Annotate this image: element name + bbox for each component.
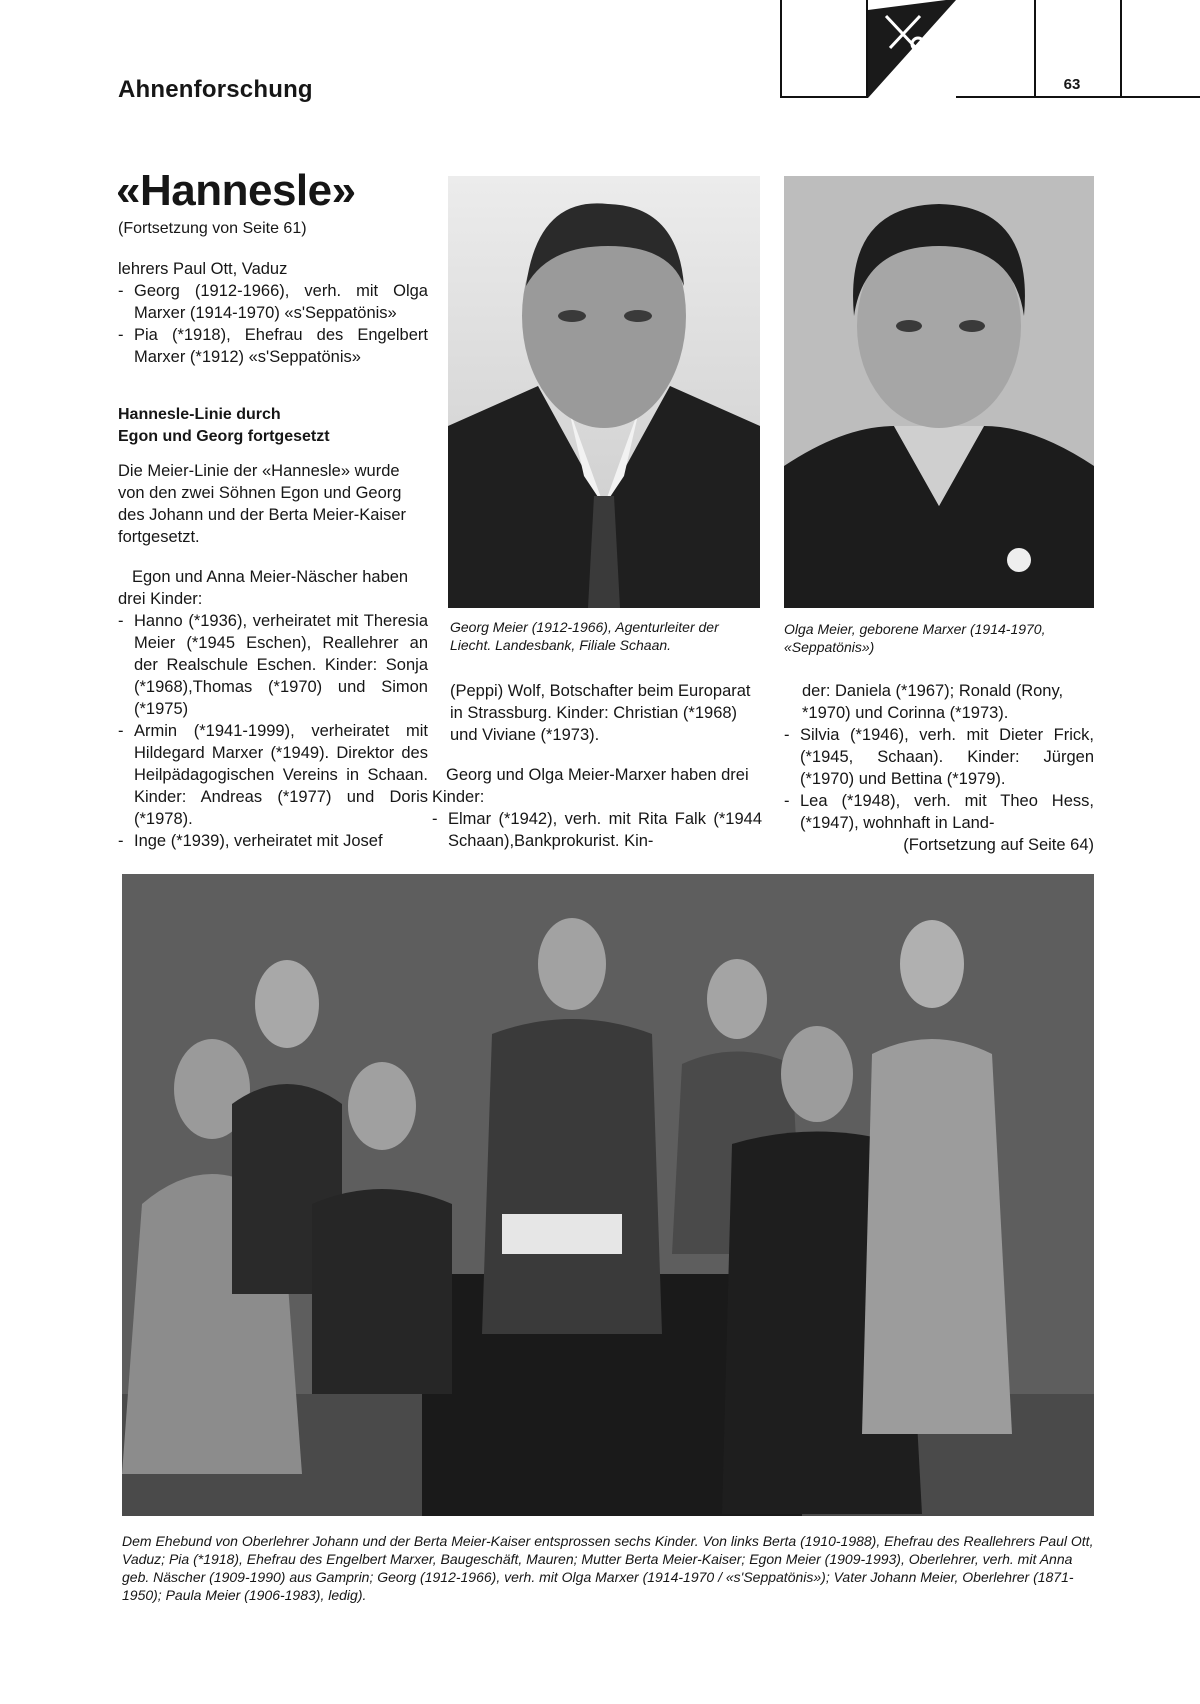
section-heading: Hannesle-Linie durch Egon und Georg fortgesetzt xyxy=(118,406,330,445)
paragraph: (Peppi) Wolf, Botschafter beim Europarat in Strassburg. Kinder: Christian (*1968) und Viviane (*1973). xyxy=(450,682,751,744)
header-band xyxy=(780,0,1200,98)
olga-portrait xyxy=(784,176,1094,608)
column-1-body xyxy=(118,460,428,852)
intro-block xyxy=(118,258,428,368)
crossed-tools-emblem-icon xyxy=(868,0,956,98)
list-item: - Elmar (*1942), verh. mit Rita Falk (*1944 Schaan),Bankprokurist. Kin- xyxy=(432,810,762,850)
article-title: «Hannesle» xyxy=(116,166,356,215)
page-number: 63 xyxy=(1063,76,1081,93)
list-item: - Georg (1912-1966), verh. mit Olga Marxer (1914-1970) «s'Seppatönis» xyxy=(118,282,428,322)
paragraph: Egon und Anna Meier-Näscher haben drei Kinder: xyxy=(118,568,409,608)
olga-caption: Olga Meier, geborene Marxer (1914-1970, «Seppatönis») xyxy=(784,621,1046,655)
list-item: - Lea (*1948), verh. mit Theo Hess,(*1947), wohnhaft in Land- xyxy=(784,792,1094,832)
list-item: - Pia (*1918), Ehefrau des Engelbert Marxer (*1912) «s'Seppatönis» xyxy=(118,326,428,366)
paragraph: Die Meier-Linie der «Hannesle» wurde von den zwei Söhnen Egon und Georg des Johann und der Berta Meier-Kaiser fortgesetzt. xyxy=(118,462,406,546)
column-2-body xyxy=(432,680,762,852)
list-item: - Silvia (*1946), verh. mit Dieter Frick, (*1945, Schaan). Kinder: Jürgen (*1970) und Bettina (*1979). xyxy=(784,726,1094,788)
section-label: Ahnenforschung xyxy=(118,76,313,103)
list-item: - Hanno (*1936), verheiratet mit Theresia Meier (*1945 Eschen), Reallehrer an der Realschule Eschen. Kinder: Sonja (*1968),Thomas (*1970) und Simon (*1975) xyxy=(118,612,428,718)
continued-to: (Fortsetzung auf Seite 64) xyxy=(903,836,1094,854)
list-item: - Armin (*1941-1999), verheiratet mit Hildegard Marxer (*1949). Direktor des Heilpädagogischen Vereins in Schaan. Kinder: Andreas (*1977) und Doris (*1978). xyxy=(118,722,428,828)
continued-from: (Fortsetzung von Seite 61) xyxy=(118,220,307,237)
list-item: - Inge (*1939), verheiratet mit Josef xyxy=(118,832,383,850)
paragraph: der: Daniela (*1967); Ronald (Rony, *1970) und Corinna (*1973). xyxy=(802,682,1064,722)
family-caption: Dem Ehebund von Oberlehrer Johann und der Berta Meier-Kaiser entsprossen sechs Kinder. Von links Berta (1910-1988), Ehefrau des Reallehrers Paul Ott, Vaduz; Pia (*1918), Ehefrau des Engelbert Marxer, Baugeschäft, Mauren; Mutter Berta Meier-Kaiser; Egon Meier (1909-1993), Oberlehrer, verh. mit Anna geb. Näscher (1909-1990) aus Gamprin; Georg (1912-1966), verh. mit Olga Marxer (1914-1970 / «s'Seppatönis»); Vater Johann Meier, Oberlehrer (1871-1950); Paula Meier (1906-1983), ledig). xyxy=(122,1533,1094,1603)
paragraph: Georg und Olga Meier-Marxer haben drei Kinder: xyxy=(432,766,749,806)
georg-portrait xyxy=(448,176,760,608)
intro-line: lehrers Paul Ott, Vaduz xyxy=(118,260,288,278)
family-photo xyxy=(122,874,1094,1516)
column-3-body xyxy=(784,680,1094,856)
georg-caption: Georg Meier (1912-1966), Agenturleiter der Liecht. Landesbank, Filiale Schaan. xyxy=(450,619,719,653)
